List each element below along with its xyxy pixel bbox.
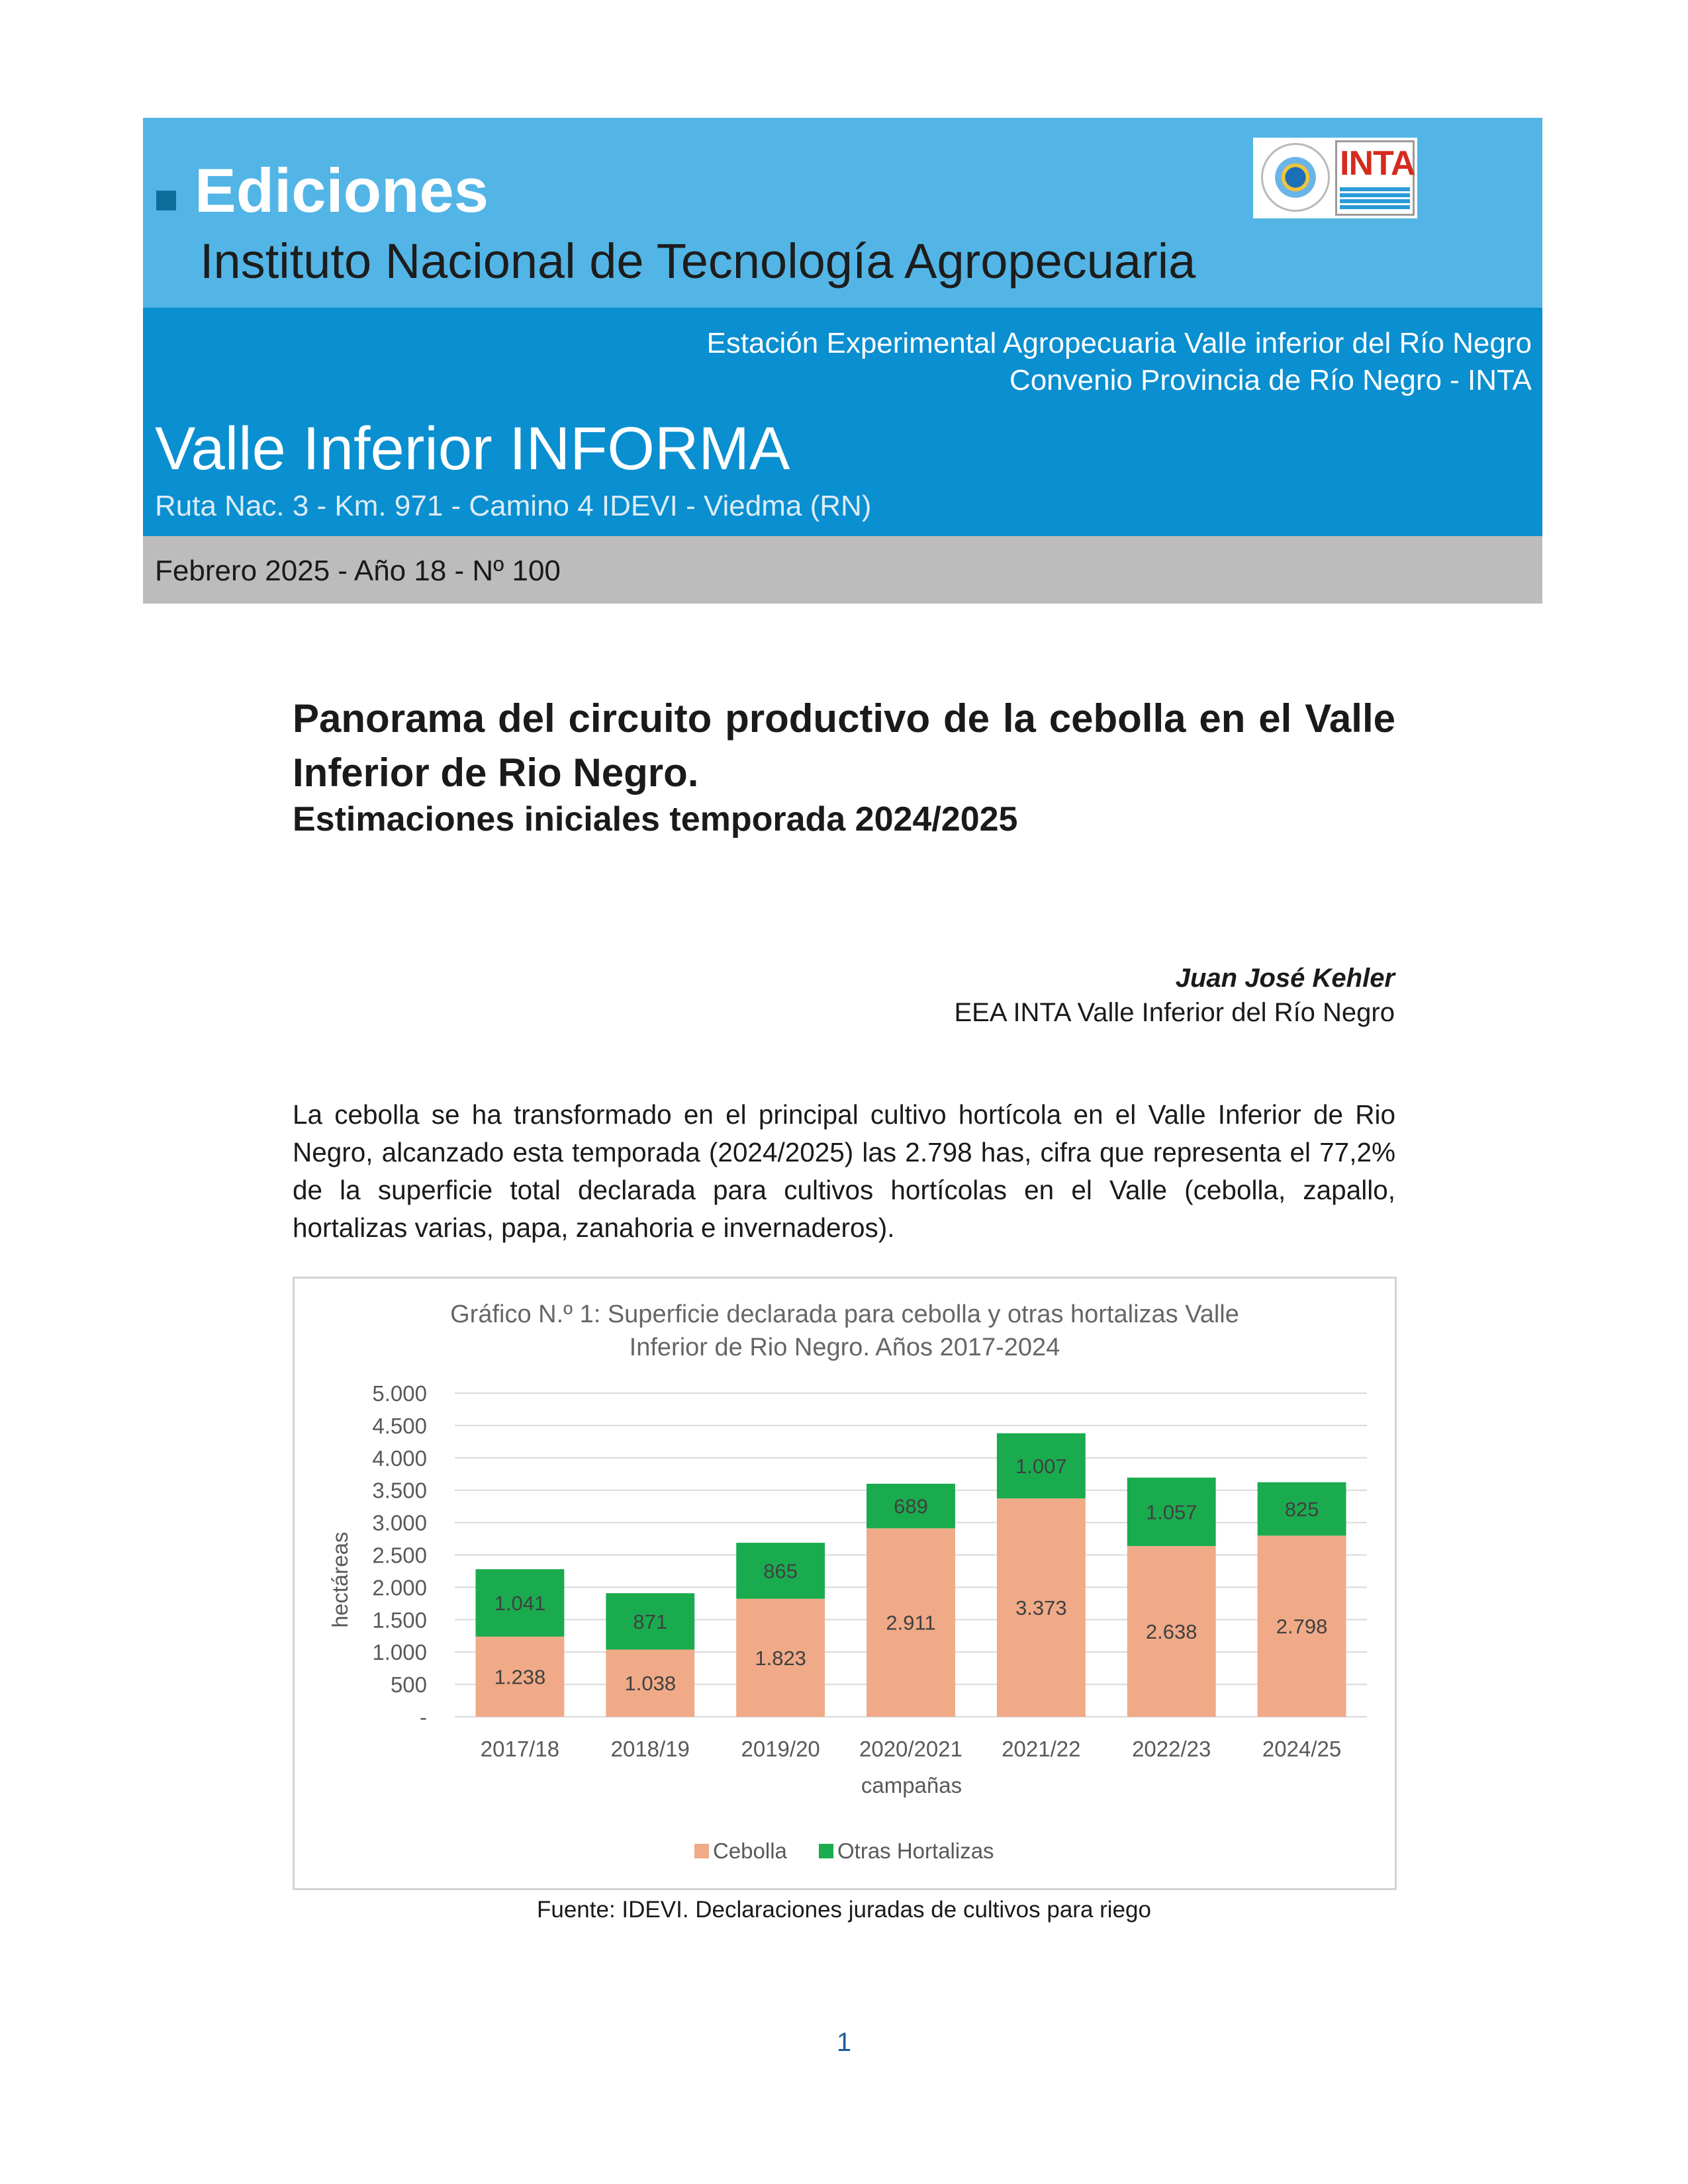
chart-bars (475, 1433, 1346, 1717)
data-label: 871 (633, 1610, 668, 1633)
author-affiliation: EEA INTA Valle Inferior del Río Negro (954, 998, 1395, 1027)
data-label: 1.823 (755, 1646, 806, 1670)
inta-logo-text: INTA (1340, 144, 1415, 183)
data-label: 1.238 (494, 1665, 546, 1689)
inta-logo-stripes (1340, 187, 1410, 211)
x-axis-label: campañas (861, 1773, 962, 1797)
chart-title-line1: Gráfico N.º 1: Superficie declarada para cebolla y otras hortalizas Valle (450, 1300, 1239, 1328)
inta-logo-icon (1335, 140, 1415, 216)
article-subtitle: Estimaciones iniciales temporada 2024/2025 (293, 800, 1018, 839)
data-label: 2.911 (886, 1611, 936, 1635)
logos (1253, 138, 1417, 218)
institution-name: Instituto Nacional de Tecnología Agropecuaria (200, 234, 1196, 289)
agreement-line: Convenio Provincia de Río Negro - INTA (1009, 364, 1532, 396)
legend-label: Cebolla (713, 1839, 787, 1863)
y-tick-label: 2.500 (372, 1543, 427, 1568)
data-label: 3.373 (1015, 1596, 1067, 1620)
y-tick-label: 3.000 (372, 1510, 427, 1535)
article-title: Panorama del circuito productivo de la cebolla en el Valle Inferior de Rio Negro. (293, 696, 1395, 795)
x-tick-label: 2018/19 (610, 1737, 690, 1761)
x-axis-ticks (481, 1737, 1341, 1761)
data-label: 2.638 (1145, 1620, 1197, 1644)
data-label: 825 (1284, 1498, 1319, 1522)
y-axis-label: hectáreas (328, 1531, 352, 1628)
page-number: 1 (836, 2028, 852, 2057)
data-label: 1.041 (494, 1592, 546, 1615)
intro-paragraph: La cebolla se ha transformado en el principal cultivo hortícola en el Valle Inferior de Rio Negro, alcanzado esta temporada (2024/2025) las 2.798 has, cifra que representa el 77,2% de la superficie total declarada para cultivos hortícolas en el Valle (cebolla, zapallo, hortalizas varias, papa, zanahoria e invernaderos). (293, 1099, 1395, 1243)
y-tick-label: 4.000 (372, 1445, 427, 1471)
series-title: Ediciones (195, 156, 489, 225)
legend-label: Otras Hortalizas (837, 1839, 994, 1863)
legend-swatch-cebolla (694, 1844, 709, 1858)
x-tick-label: 2017/18 (480, 1737, 560, 1761)
x-tick-label: 2024/25 (1262, 1737, 1342, 1761)
data-label: 865 (763, 1559, 798, 1583)
y-tick-label: 1.000 (372, 1640, 427, 1665)
station-address: Ruta Nac. 3 - Km. 971 - Camino 4 IDEVI - Viedma (RN) (155, 490, 872, 522)
data-label: 1.057 (1145, 1500, 1197, 1524)
y-tick-label: 2.000 (372, 1575, 427, 1600)
issue-info: Febrero 2025 - Año 18 - Nº 100 (155, 555, 561, 587)
x-tick-label: 2019/20 (741, 1737, 820, 1761)
legend-swatch-otras (819, 1844, 833, 1858)
chart-legend (694, 1839, 994, 1863)
province-seal-icon (1261, 143, 1330, 212)
y-tick-label: 500 (390, 1672, 427, 1698)
data-label: 2.798 (1276, 1615, 1328, 1639)
y-tick-label: - (420, 1705, 427, 1729)
y-tick-label: 1.500 (372, 1608, 427, 1633)
y-axis-ticks (372, 1381, 427, 1729)
chart-title-line2: Inferior de Rio Negro. Años 2017-2024 (629, 1334, 1060, 1361)
chart-source: Fuente: IDEVI. Declaraciones juradas de cultivos para riego (537, 1897, 1151, 1923)
y-tick-label: 5.000 (372, 1381, 427, 1406)
x-tick-label: 2021/22 (1002, 1737, 1081, 1761)
data-label: 1.007 (1015, 1454, 1067, 1478)
data-label: 1.038 (624, 1672, 677, 1696)
x-tick-label: 2020/2021 (859, 1737, 962, 1761)
chart-frame (293, 1277, 1397, 1890)
y-tick-label: 4.500 (372, 1413, 427, 1438)
data-label: 689 (894, 1494, 928, 1518)
newsletter-title: Valle Inferior INFORMA (155, 415, 790, 482)
x-tick-label: 2022/23 (1132, 1737, 1211, 1761)
stacked-bar-chart (295, 1279, 1395, 1888)
y-tick-label: 3.500 (372, 1478, 427, 1503)
square-bullet-icon (156, 191, 176, 210)
author-name: Juan José Kehler (1175, 964, 1395, 993)
station-name: Estación Experimental Agropecuaria Valle inferior del Río Negro (706, 327, 1532, 359)
